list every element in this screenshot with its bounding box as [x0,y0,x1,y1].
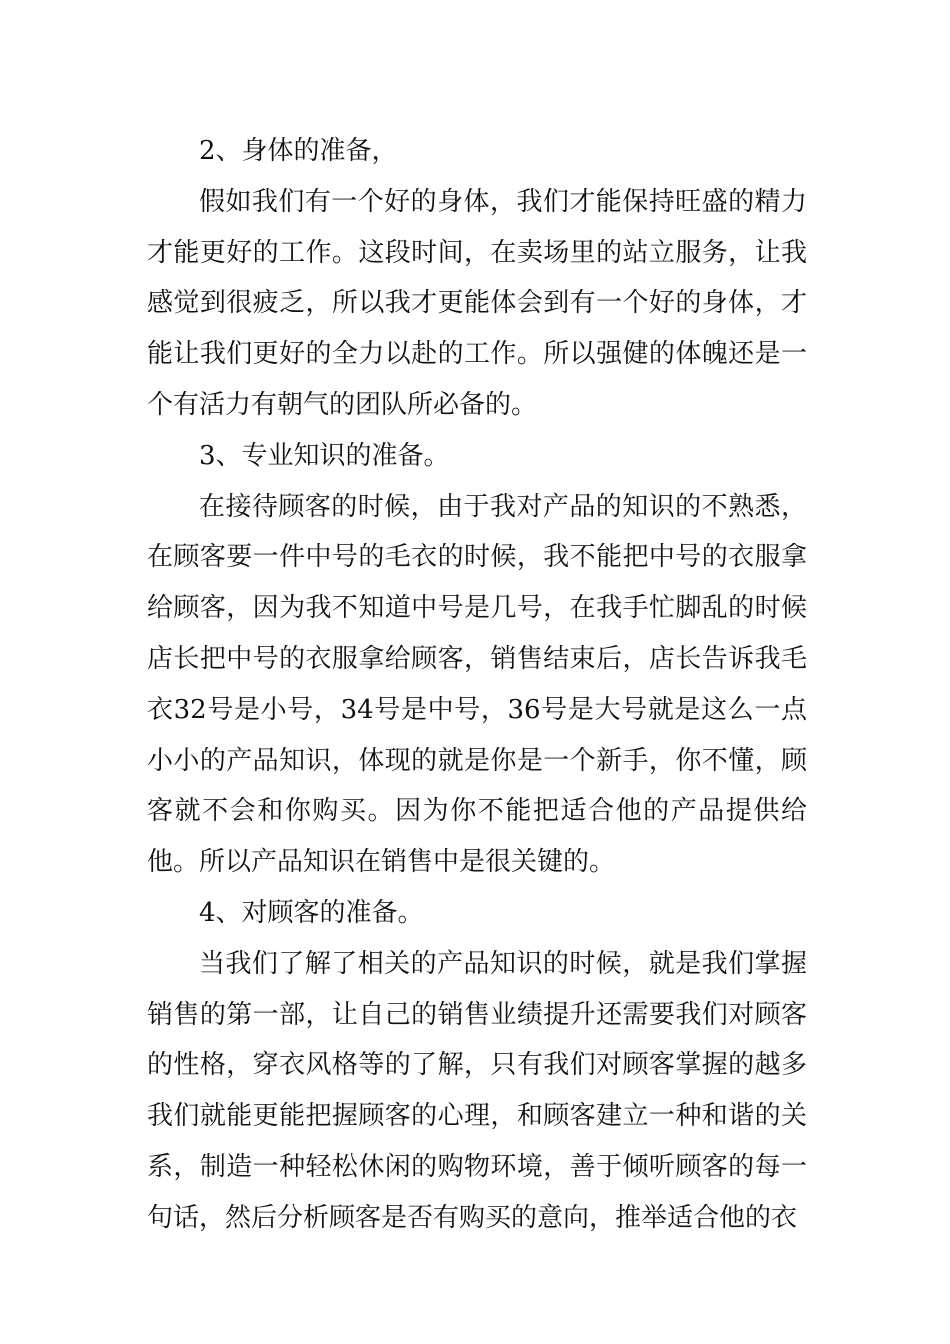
paragraph-body-preparation: 假如我们有一个好的身体，我们才能保持旺盛的精力才能更好的工作。这段时间，在卖场里的站立服务，让我感觉到很疲乏，所以我才更能体会到有一个好的身体，才能让我们更好的全力以赴的工作。所以强健的体魄还是一个有活力有朝气的团队所必备的。 [147,186,807,420]
paragraph-knowledge-preparation: 在接待顾客的时候，由于我对产品的知识的不熟悉，在顾客要一件中号的毛衣的时候，我不能把中号的衣服拿给顾客，因为我不知道中号是几号，在我手忙脚乱的时候店长把中号的衣服拿给顾客，销售结束后，店长告诉我毛衣32号是小号，34号是中号，36号是大号就是这么一点小小的产品知识，体现的就是你是一个新手，你不懂，顾客就不会和你购买。因为你不能把适合他的产品提供给他。所以产品知识在销售中是很关键的。 [147,491,807,878]
section-heading-customer-preparation: 4、对顾客的准备。 [199,897,424,928]
section-heading-knowledge-preparation: 3、专业知识的准备。 [199,440,450,471]
document-body [147,126,807,1244]
section-heading-body-preparation: 2、身体的准备， [199,136,398,166]
paragraph-customer-preparation: 当我们了解了相关的产品知识的时候，就是我们掌握销售的第一部，让自己的销售业绩提升还需要我们对顾客的性格，穿衣风格等的了解，只有我们对顾客掌握的越多我们就能更能把握顾客的心理，和顾客建立一种和谐的关系，制造一种轻松休闲的购物环境，善于倾听顾客的每一句话，然后分析顾客是否有购买的意向，推举适合他的衣 [147,948,807,1233]
